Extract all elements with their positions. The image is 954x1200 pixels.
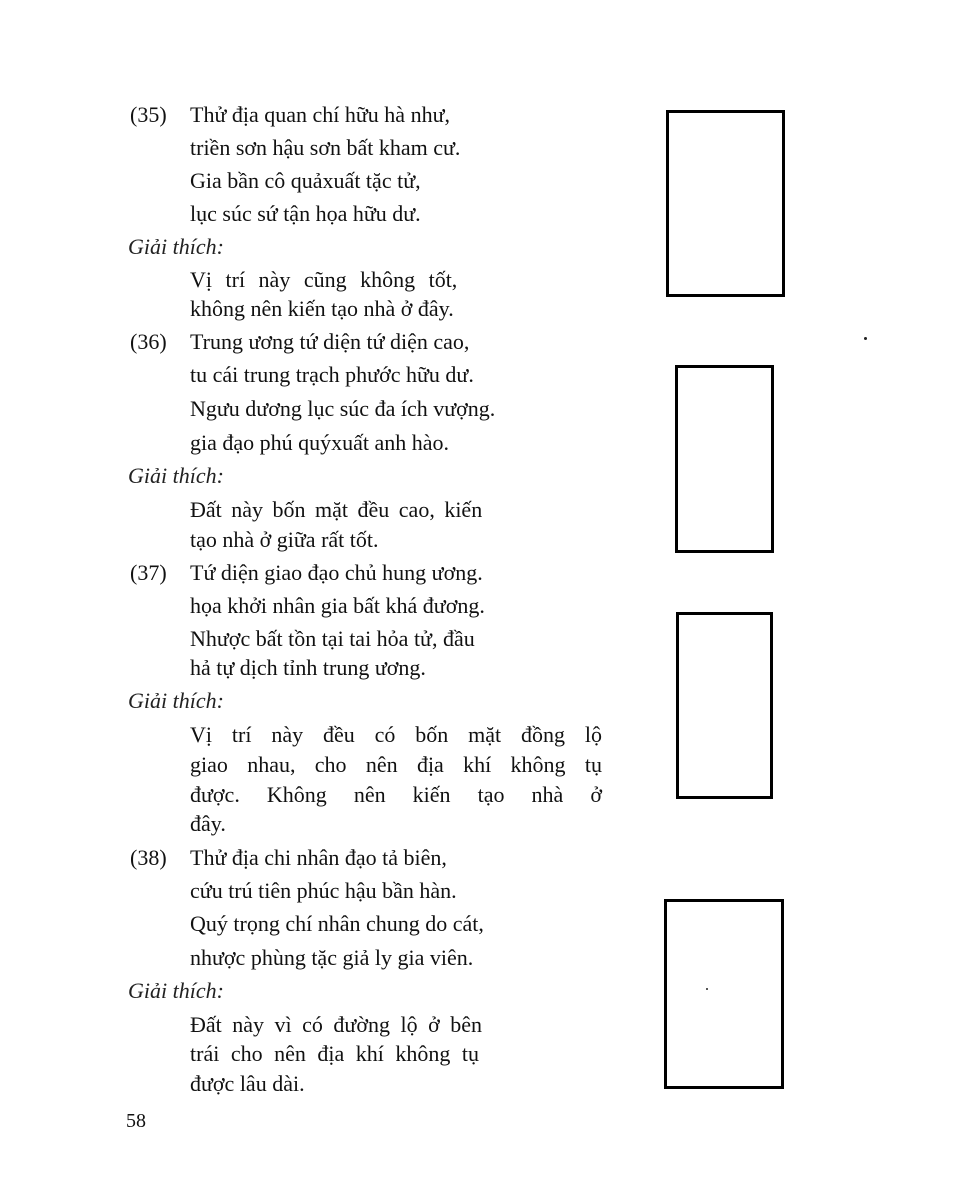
explanation-line: giao nhau, cho nên địa khí không tụ <box>190 752 602 777</box>
scan-speck <box>864 337 867 340</box>
explanation-label: Giải thích: <box>128 234 224 259</box>
verse-line: hả tự dịch tỉnh trung ương. <box>190 655 426 680</box>
verse-line: tu cái trung trạch phước hữu dư. <box>190 362 474 387</box>
explanation-line: tạo nhà ở giữa rất tốt. <box>190 527 379 552</box>
explanation-line: không nên kiến tạo nhà ở đây. <box>190 296 454 321</box>
verse-line: Trung ương tứ diện tứ diện cao, <box>190 329 470 354</box>
entry-number: (36) <box>130 329 167 354</box>
verse-line: gia đạo phú quýxuất anh hào. <box>190 430 450 455</box>
diagram-box-37 <box>676 612 773 799</box>
explanation-line: Vị trí này cũng không tốt, <box>190 267 458 292</box>
explanation-line: được lâu dài. <box>190 1071 305 1096</box>
explanation-line: Đất này vì có đường lộ ở bên <box>190 1012 482 1037</box>
verse-line: họa khởi nhân gia bất khá đương. <box>190 593 485 618</box>
verse-line: Thử địa chi nhân đạo tả biên, <box>190 845 447 870</box>
explanation-line: đây. <box>190 811 226 836</box>
explanation-label: Giải thích: <box>128 463 224 488</box>
verse-line: Quý trọng chí nhân chung do cát, <box>190 911 484 936</box>
explanation-line: trái cho nên địa khí không tụ <box>190 1041 479 1066</box>
entry-number: (38) <box>130 845 167 870</box>
diagram-box-35 <box>666 110 785 297</box>
diagram-box-38 <box>664 899 784 1089</box>
verse-line: Tứ diện giao đạo chủ hung ương. <box>190 560 483 585</box>
explanation-line: Vị trí này đều có bốn mặt đồng lộ <box>190 722 602 747</box>
explanation-line: được. Không nên kiến tạo nhà ở <box>190 782 602 807</box>
verse-line: cứu trú tiên phúc hậu bần hàn. <box>190 878 457 903</box>
entry-number: (35) <box>130 102 167 127</box>
diagram-box-36 <box>675 365 774 553</box>
explanation-label: Giải thích: <box>128 688 224 713</box>
entry-number: (37) <box>130 560 167 585</box>
explanation-label: Giải thích: <box>128 978 224 1003</box>
verse-line: nhược phùng tặc giả ly gia viên. <box>190 945 474 970</box>
verse-line: triền sơn hậu sơn bất kham cư. <box>190 135 461 160</box>
verse-line: lục súc sứ tận họa hữu dư. <box>190 201 421 226</box>
verse-line: Thử địa quan chí hữu hà như, <box>190 102 450 127</box>
page-number: 58 <box>126 1110 146 1132</box>
verse-line: Gia bần cô quảxuất tặc tử, <box>190 168 421 193</box>
verse-line: Nhược bất tồn tại tai hỏa tử, đầu <box>190 626 475 651</box>
explanation-line: Đất này bốn mặt đều cao, kiến <box>190 497 483 522</box>
scan-speck <box>706 988 708 990</box>
verse-line: Ngưu dương lục súc đa ích vượng. <box>190 396 496 421</box>
